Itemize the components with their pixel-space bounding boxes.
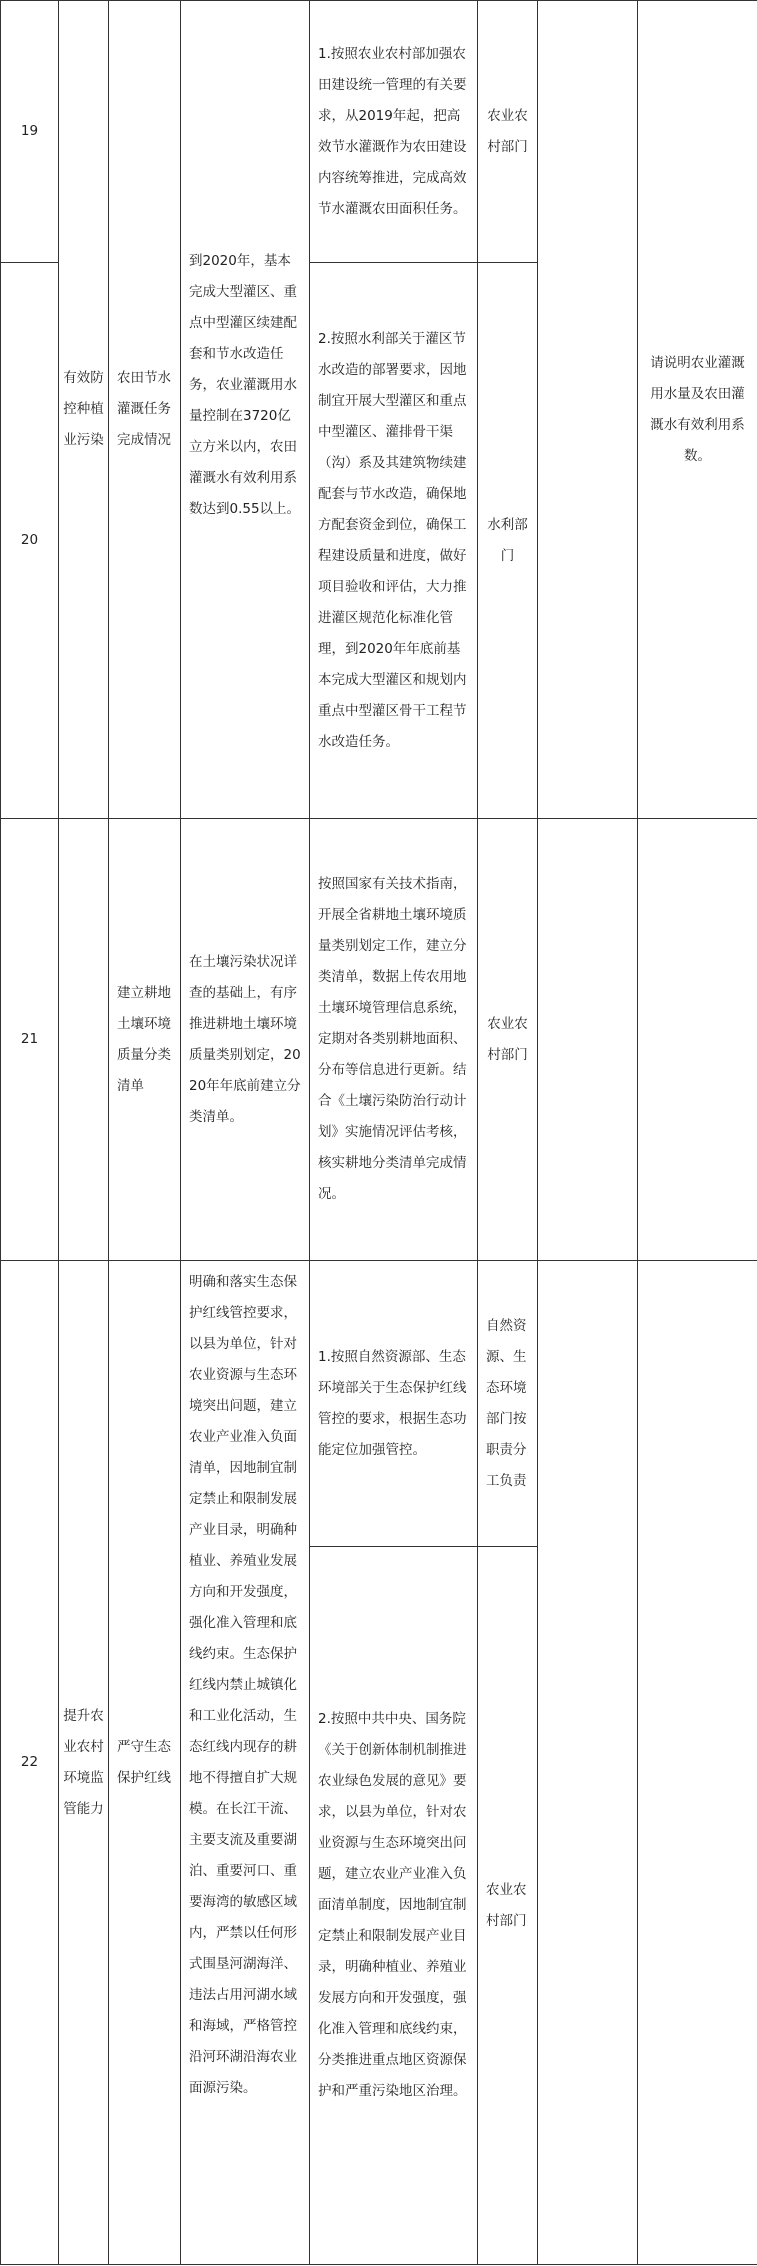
- goal-cell: 在土壤污染状况详查的基础上，有序推进耕地土壤环境质量类别划定，2020年年底前建立分类清单。: [181, 819, 310, 1261]
- department-cell: 农业农村部门: [478, 1547, 538, 2265]
- department-cell: 农业农村部门: [478, 1, 538, 263]
- empty-cell: [638, 1261, 757, 2265]
- empty-cell: [538, 1, 638, 819]
- task-cell: 建立耕地土壤环境质量分类清单: [109, 819, 181, 1261]
- measure-cell: 2.按照水利部关于灌区节水改造的部署要求，因地制宜开展大型灌区和重点中型灌区、灌排骨干渠（沟）系及其建筑物续建配套与节水改造，确保地方配套资金到位，确保工程建设质量和进度，做好项目验收和评估，大力推进灌区规范化标准化管理，到2020年年底前基本完成大型灌区和规划内重点中型灌区骨干工程节水改造任务。: [310, 263, 478, 819]
- department-cell: 水利部门: [478, 263, 538, 819]
- measure-cell: 按照国家有关技术指南，开展全省耕地土壤环境质量类别划定工作，建立分类清单，数据上传农用地土壤环境管理信息系统，定期对各类别耕地面积、分布等信息进行更新。结合《土壤污染防治行动计划》实施情况评估考核，核实耕地分类清单完成情况。: [310, 819, 478, 1261]
- table-row: [1, 1261, 757, 1547]
- row-number: 22: [1, 1261, 59, 2265]
- category-cell: 有效防控种植业污染: [59, 1, 109, 819]
- row-number: 21: [1, 819, 59, 1261]
- task-cell: 严守生态保护红线: [109, 1261, 181, 2265]
- department-cell: 自然资源、生态环境部门按职责分工负责: [478, 1261, 538, 1547]
- row-number: 20: [1, 263, 59, 819]
- goal-cell: 明确和落实生态保护红线管控要求，以县为单位，针对农业资源与生态环境突出问题，建立农业产业准入负面清单，因地制宜制定禁止和限制发展产业目录，明确种植业、养殖业发展方向和开发强度，强化准入管理和底线约束。生态保护红线内禁止城镇化和工业化活动，生态红线内现存的耕地不得擅自扩大规模。在长江干流、主要支流及重要湖泊、重要河口、重要海湾的敏感区域内，严禁以任何形式围垦河湖海洋、违法占用河湖水域和海域，严格管控沿河环湖沿海农业面源污染。: [181, 1261, 310, 2265]
- remark-cell: 请说明农业灌溉用水量及农田灌溉水有效利用系数。: [638, 1, 757, 819]
- empty-cell: [538, 819, 638, 1261]
- row-number: 19: [1, 1, 59, 263]
- table-row: [1, 1, 757, 263]
- goal-cell: 到2020年，基本完成大型灌区、重点中型灌区续建配套和节水改造任务，农业灌溉用水量控制在3720亿立方米以内，农田灌溉水有效利用系数达到0.55以上。: [181, 1, 310, 819]
- task-cell: 农田节水灌溉任务完成情况: [109, 1, 181, 819]
- category-cell: 提升农业农村环境监管能力: [59, 1261, 109, 2265]
- empty-cell: [538, 1261, 638, 2265]
- empty-cell: [638, 819, 757, 1261]
- measure-cell: 1.按照自然资源部、生态环境部关于生态保护红线管控的要求，根据生态功能定位加强管控。: [310, 1261, 478, 1547]
- measure-cell: 1.按照农业农村部加强农田建设统一管理的有关要求，从2019年起，把高效节水灌溉作为农田建设内容统筹推进，完成高效节水灌溉农田面积任务。: [310, 1, 478, 263]
- department-cell: 农业农村部门: [478, 819, 538, 1261]
- table-row: [1, 819, 757, 1261]
- empty-cell: [59, 819, 109, 1261]
- measure-cell: 2.按照中共中央、国务院《关于创新体制机制推进农业绿色发展的意见》要求，以县为单位，针对农业资源与生态环境突出问题，建立农业产业准入负面清单制度，因地制宜制定禁止和限制发展产业目录，明确种植业、养殖业发展方向和开发强度，强化准入管理和底线约束，分类推进重点地区资源保护和严重污染地区治理。: [310, 1547, 478, 2265]
